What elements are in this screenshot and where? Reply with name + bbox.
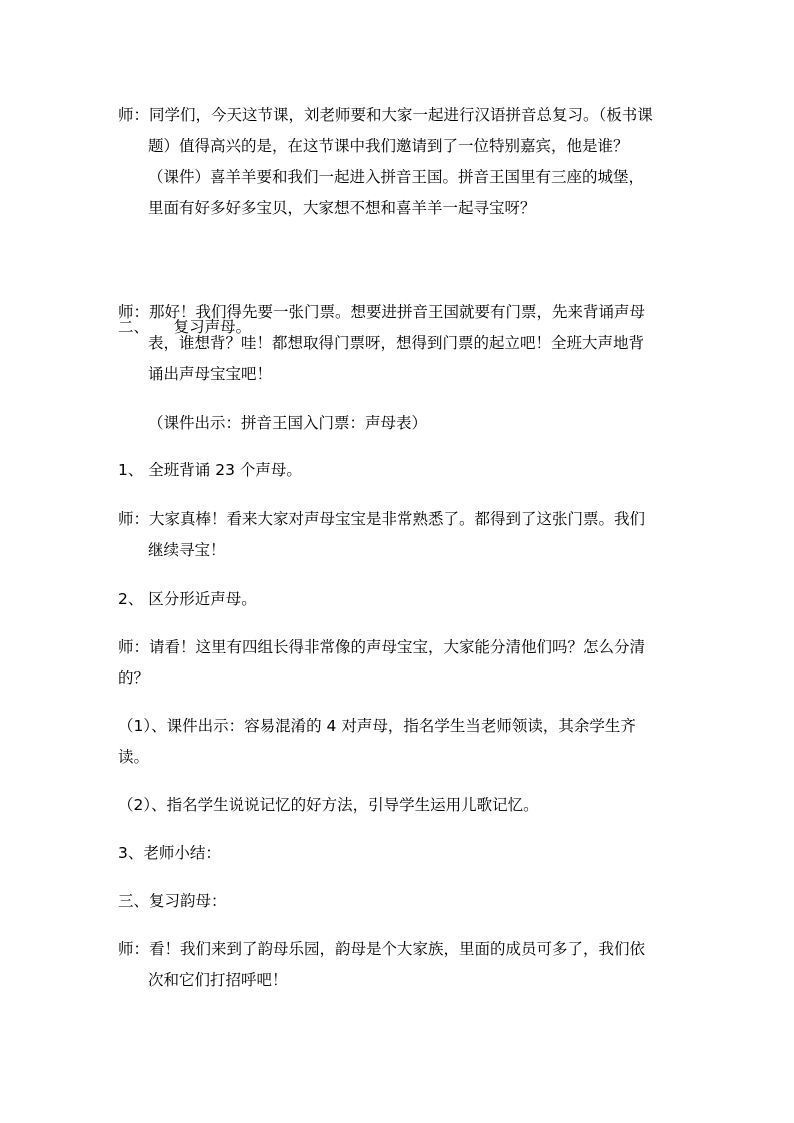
section-heading-yunmu [118,886,678,917]
text-line: 师：大家真棒！看来大家对声母宝宝是非常熟悉了。都得到了这张门票。我们 [118,510,646,528]
heading-text: 三、复习韵母： [118,892,227,910]
text-line: 里面有好多好多宝贝，大家想不想和喜羊羊一起寻宝呀？ [148,199,536,217]
list-item-1 [118,455,678,486]
text-line: 的？ [118,669,150,687]
list-item-3 [118,838,678,869]
sub-item-2 [118,790,678,821]
text-line: 题）值得高兴的是，在这节课中我们邀请到了一位特别嘉宾，他是谁？ [148,137,629,155]
text-line: 继续寻宝！ [148,541,226,559]
sub-item-1 [118,711,678,773]
text-line: 次和它们打招呼吧！ [148,971,288,989]
paragraph-courseware-note [118,408,678,439]
text-line: 师：看！我们来到了韵母乐园，韵母是个大家族，里面的成员可多了，我们依 [118,940,646,958]
text-line: （2）、指名学生说说记忆的好方法，引导学生运用儿歌记忆。 [118,796,539,814]
paragraph-intro [118,100,678,224]
text-line: 表，谁想背？哇！都想取得门票呀，想得到门票的起立吧！全班大声地背 [148,334,645,352]
text-line: （课件出示：拼音王国入门票：声母表） [148,414,428,432]
text-line: （课件）喜羊羊要和我们一起进入拼音王国。拼音王国里有三座的城堡， [148,168,645,186]
text-line: 师：同学们，今天这节课，刘老师要和大家一起进行汉语拼音总复习。（板书课 [118,106,653,124]
text-line: （1）、课件出示：容易混淆的 4 对声母，指名学生当老师领读，其余学生齐 [118,717,636,735]
text-line: 3、老师小结： [118,844,221,862]
text-line: 师：那好！我们得先要一张门票。想要进拼音王国就要有门票，先来背诵声母 [118,303,646,321]
paragraph-look [118,632,678,694]
text-line: 1、 全班背诵 23 个声母。 [118,461,302,479]
text-line: 读。 [118,748,150,766]
text-line: 2、 区分形近声母。 [118,590,257,608]
text-line: 师：请看！这里有四组长得非常像的声母宝宝，大家能分清他们吗？怎么分清 [118,638,646,656]
paragraph-praise [118,504,678,566]
list-item-2 [118,584,678,615]
paragraph-yunmu-park [118,934,678,996]
heading-text: 二、 复习声母。 [118,318,252,336]
paragraph-ticket [118,297,678,390]
text-line: 诵出声母宝宝吧！ [148,365,273,383]
